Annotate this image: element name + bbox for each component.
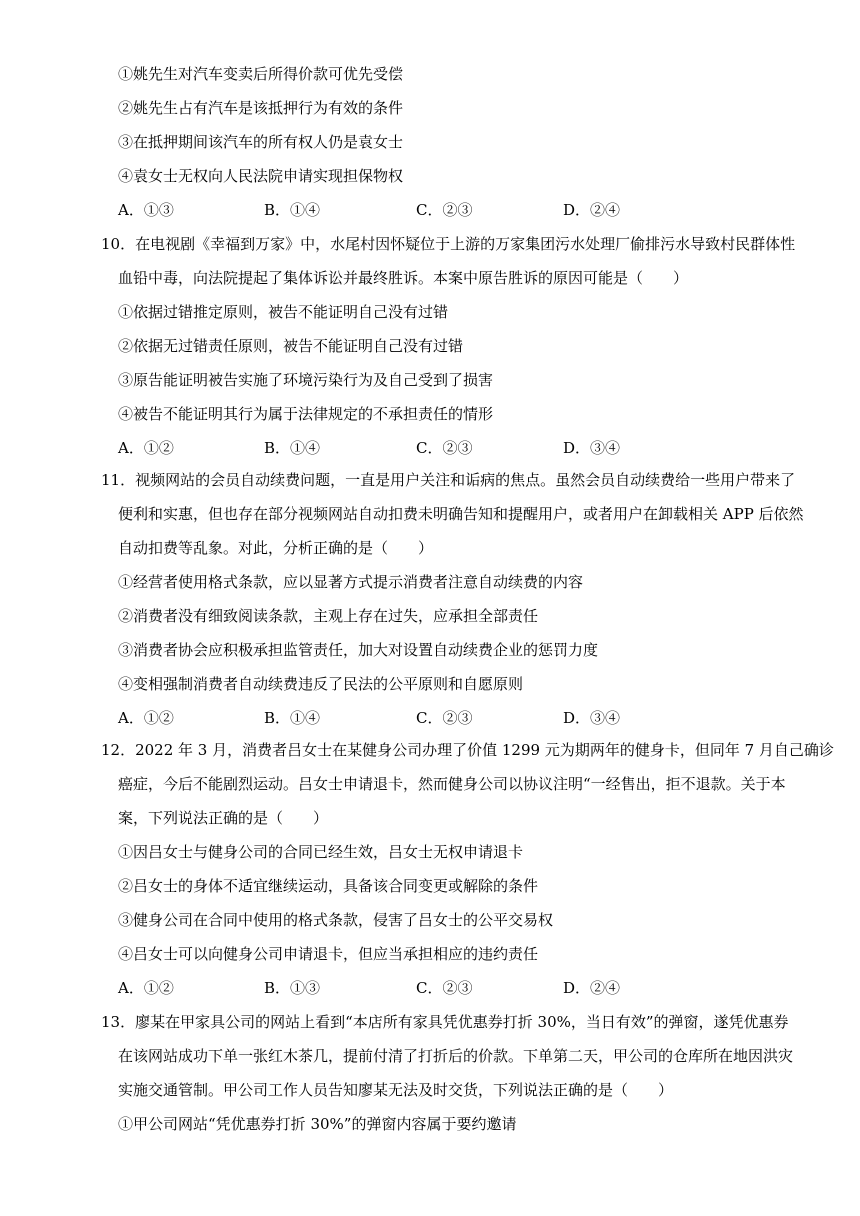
q13-stem-line-2: 在该网站成功下单一张红木茶几，提前付清了打折后的价款。下单第二天，甲公司的仓库所在地因洪灾 (118, 1047, 794, 1065)
q12-answer-d: D．②④ (563, 979, 621, 997)
q10-answer-d: D．③④ (563, 439, 621, 457)
q11-option-4: ④变相强制消费者自动续费违反了民法的公平原则和自愿原则 (118, 675, 524, 693)
q9-answer-a: A．①③ (118, 201, 174, 219)
q10-option-3: ③原告能证明被告实施了环境污染行为及自己受到了损害 (118, 371, 494, 389)
q11-answer-d: D．③④ (563, 709, 621, 727)
q13-stem-line-3: 实施交通管制。甲公司工作人员告知廖某无法及时交货，下列说法正确的是（ ） (118, 1081, 674, 1099)
q9-option-1: ①姚先生对汽车变卖后所得价款可优先受偿 (118, 65, 404, 83)
q11-answer-b: B．①④ (264, 709, 321, 727)
q11-option-1: ①经营者使用格式条款，应以显著方式提示消费者注意自动续费的内容 (118, 573, 584, 591)
q9-option-2: ②姚先生占有汽车是该抵押行为有效的条件 (118, 99, 404, 117)
q13-option-1: ①甲公司网站“凭优惠券打折 30%”的弹窗内容属于要约邀请 (118, 1115, 517, 1133)
q13-stem-line-1: 13．廖某在甲家具公司的网站上看到“本店所有家具凭优惠券打折 30%，当日有效”的弹窗，遂凭优惠券 (101, 1013, 789, 1031)
q10-answer-b: B．①④ (264, 439, 321, 457)
q11-stem-line-2: 便利和实惠，但也存在部分视频网站自动扣费未明确告知和提醒用户，或者用户在卸载相关 APP 后依然 (118, 505, 804, 523)
q10-answer-a: A．①② (118, 439, 174, 457)
q9-option-3: ③在抵押期间该汽车的所有权人仍是袁女士 (118, 133, 404, 151)
q10-option-1: ①依据过错推定原则，被告不能证明自己没有过错 (118, 303, 449, 321)
q10-answer-c: C．②③ (416, 439, 473, 457)
q11-answer-a: A．①② (118, 709, 174, 727)
q10-stem-line-1: 10．在电视剧《幸福到万家》中，水尾村因怀疑位于上游的万家集团污水处理厂偷排污水导致村民群体性 (101, 235, 796, 253)
q10-option-2: ②依据无过错责任原则，被告不能证明自己没有过错 (118, 337, 464, 355)
q9-answer-c: C．②③ (416, 201, 473, 219)
q11-stem-line-3: 自动扣费等乱象。对此，分析正确的是（ ） (118, 539, 434, 557)
q9-option-4: ④袁女士无权向人民法院申请实现担保物权 (118, 167, 404, 185)
q11-answer-c: C．②③ (416, 709, 473, 727)
q9-answer-d: D．②④ (563, 201, 621, 219)
q12-stem-line-2: 癌症，今后不能剧烈运动。吕女士申请退卡，然而健身公司以协议注明“一经售出，拒不退款。关于本 (118, 775, 786, 793)
q11-option-2: ②消费者没有细致阅读条款，主观上存在过失，应承担全部责任 (118, 607, 539, 625)
q12-option-4: ④吕女士可以向健身公司申请退卡，但应当承担相应的违约责任 (118, 945, 539, 963)
q12-option-2: ②吕女士的身体不适宜继续运动，具备该合同变更或解除的条件 (118, 877, 539, 895)
q12-stem-line-1: 12．2022 年 3 月，消费者吕女士在某健身公司办理了价值 1299 元为期两年的健身卡，但同年 7 月自己确诊 (101, 741, 834, 759)
q11-stem-line-1: 11．视频网站的会员自动续费问题，一直是用户关注和诟病的焦点。虽然会员自动续费给一些用户带来了 (101, 471, 796, 489)
q10-stem-line-2: 血铅中毒，向法院提起了集体诉讼并最终胜诉。本案中原告胜诉的原因可能是（ ） (118, 269, 689, 287)
q12-stem-line-3: 案，下列说法正确的是（ ） (118, 809, 329, 827)
q12-option-1: ①因吕女士与健身公司的合同已经生效，吕女士无权申请退卡 (118, 843, 524, 861)
q12-answer-b: B．①③ (264, 979, 321, 997)
q10-option-4: ④被告不能证明其行为属于法律规定的不承担责任的情形 (118, 405, 494, 423)
q9-answer-b: B．①④ (264, 201, 321, 219)
q12-option-3: ③健身公司在合同中使用的格式条款，侵害了吕女士的公平交易权 (118, 911, 554, 929)
q11-option-3: ③消费者协会应积极承担监管责任，加大对设置自动续费企业的惩罚力度 (118, 641, 599, 659)
q12-answer-c: C．②③ (416, 979, 473, 997)
q12-answer-a: A．①② (118, 979, 174, 997)
